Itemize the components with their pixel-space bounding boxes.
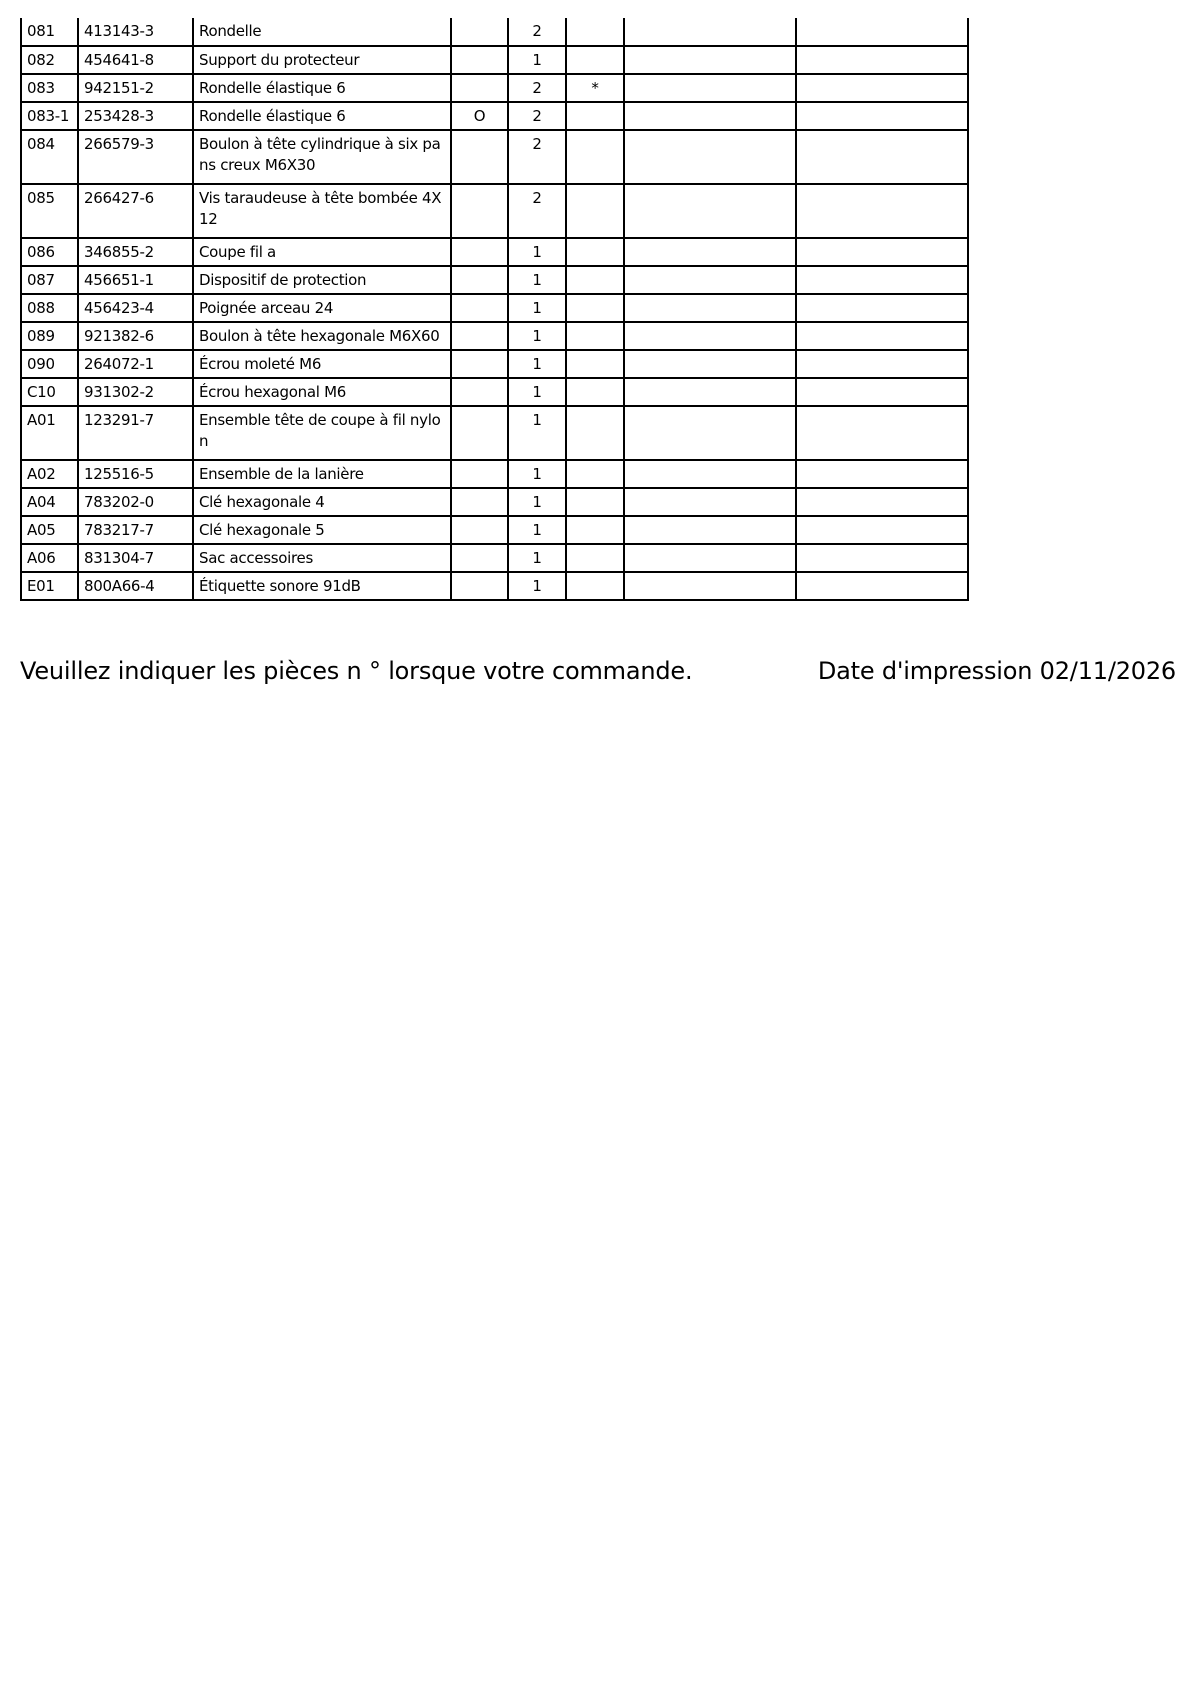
- table-row: [21, 488, 968, 516]
- parts-table-body: [21, 18, 968, 600]
- part-code-cell: 123291-7: [78, 406, 193, 460]
- extra-cell-2: [796, 350, 968, 378]
- description-cell: Support du protecteur: [193, 46, 451, 74]
- part-number-cell: A06: [21, 544, 78, 572]
- extra-cell-1: [624, 238, 796, 266]
- part-number-cell: 085: [21, 184, 78, 238]
- print-date: Date d'impression 02/11/2026: [817, 657, 1176, 685]
- quantity-cell: 2: [508, 18, 566, 46]
- table-row: [21, 460, 968, 488]
- part-code-cell: 931302-2: [78, 378, 193, 406]
- note-cell: [566, 46, 624, 74]
- table-row: [21, 130, 968, 184]
- quantity-cell: 1: [508, 322, 566, 350]
- option-cell: [451, 266, 508, 294]
- table-row: [21, 294, 968, 322]
- description-cell: Rondelle: [193, 18, 451, 46]
- part-number-cell: A04: [21, 488, 78, 516]
- description-cell: Boulon à tête cylindrique à six pans creux M6X30: [193, 130, 451, 184]
- table-row: [21, 266, 968, 294]
- extra-cell-1: [624, 572, 796, 600]
- part-number-cell: 089: [21, 322, 78, 350]
- description-cell: Écrou moleté M6: [193, 350, 451, 378]
- extra-cell-1: [624, 130, 796, 184]
- description-cell: Clé hexagonale 4: [193, 488, 451, 516]
- quantity-cell: 1: [508, 460, 566, 488]
- extra-cell-2: [796, 406, 968, 460]
- part-code-cell: 783217-7: [78, 516, 193, 544]
- part-code-cell: 831304-7: [78, 544, 193, 572]
- quantity-cell: 1: [508, 238, 566, 266]
- extra-cell-1: [624, 322, 796, 350]
- description-cell: Rondelle élastique 6: [193, 74, 451, 102]
- option-cell: [451, 74, 508, 102]
- quantity-cell: 1: [508, 266, 566, 294]
- note-cell: [566, 18, 624, 46]
- table-row: [21, 572, 968, 600]
- part-number-cell: 083: [21, 74, 78, 102]
- part-number-cell: A05: [21, 516, 78, 544]
- description-cell: Coupe fil a: [193, 238, 451, 266]
- extra-cell-1: [624, 378, 796, 406]
- quantity-cell: 2: [508, 102, 566, 130]
- part-code-cell: 266427-6: [78, 184, 193, 238]
- option-cell: [451, 488, 508, 516]
- option-cell: [451, 406, 508, 460]
- part-number-cell: 090: [21, 350, 78, 378]
- extra-cell-2: [796, 46, 968, 74]
- note-cell: [566, 130, 624, 184]
- table-row: [21, 350, 968, 378]
- description-cell: Dispositif de protection: [193, 266, 451, 294]
- table-row: [21, 322, 968, 350]
- description-cell: Écrou hexagonal M6: [193, 378, 451, 406]
- part-code-cell: 456423-4: [78, 294, 193, 322]
- order-instruction: Veuillez indiquer les pièces n ° lorsque votre commande.: [20, 657, 693, 685]
- quantity-cell: 1: [508, 294, 566, 322]
- part-number-cell: 083-1: [21, 102, 78, 130]
- quantity-cell: 2: [508, 74, 566, 102]
- part-number-cell: 084: [21, 130, 78, 184]
- extra-cell-2: [796, 266, 968, 294]
- description-cell: Poignée arceau 24: [193, 294, 451, 322]
- extra-cell-1: [624, 460, 796, 488]
- table-row: [21, 516, 968, 544]
- part-number-cell: 081: [21, 18, 78, 46]
- extra-cell-1: [624, 266, 796, 294]
- extra-cell-1: [624, 46, 796, 74]
- note-cell: [566, 516, 624, 544]
- option-cell: [451, 460, 508, 488]
- quantity-cell: 2: [508, 130, 566, 184]
- extra-cell-2: [796, 18, 968, 46]
- note-cell: [566, 350, 624, 378]
- part-code-cell: 456651-1: [78, 266, 193, 294]
- description-cell: Vis taraudeuse à tête bombée 4X12: [193, 184, 451, 238]
- option-cell: [451, 130, 508, 184]
- table-row: [21, 378, 968, 406]
- extra-cell-2: [796, 184, 968, 238]
- extra-cell-1: [624, 350, 796, 378]
- extra-cell-1: [624, 102, 796, 130]
- extra-cell-2: [796, 378, 968, 406]
- note-cell: [566, 544, 624, 572]
- extra-cell-2: [796, 460, 968, 488]
- extra-cell-2: [796, 130, 968, 184]
- part-code-cell: 346855-2: [78, 238, 193, 266]
- extra-cell-1: [624, 294, 796, 322]
- part-number-cell: E01: [21, 572, 78, 600]
- extra-cell-1: [624, 488, 796, 516]
- quantity-cell: 1: [508, 46, 566, 74]
- part-number-cell: A01: [21, 406, 78, 460]
- quantity-cell: 2: [508, 184, 566, 238]
- option-cell: O: [451, 102, 508, 130]
- description-cell: Rondelle élastique 6: [193, 102, 451, 130]
- note-cell: [566, 460, 624, 488]
- quantity-cell: 1: [508, 544, 566, 572]
- option-cell: [451, 322, 508, 350]
- part-number-cell: 082: [21, 46, 78, 74]
- note-cell: *: [566, 74, 624, 102]
- extra-cell-1: [624, 74, 796, 102]
- extra-cell-2: [796, 294, 968, 322]
- part-code-cell: 253428-3: [78, 102, 193, 130]
- quantity-cell: 1: [508, 350, 566, 378]
- option-cell: [451, 18, 508, 46]
- option-cell: [451, 46, 508, 74]
- description-cell: Clé hexagonale 5: [193, 516, 451, 544]
- extra-cell-1: [624, 406, 796, 460]
- note-cell: [566, 102, 624, 130]
- table-row: [21, 238, 968, 266]
- part-code-cell: 264072-1: [78, 350, 193, 378]
- part-number-cell: 088: [21, 294, 78, 322]
- option-cell: [451, 350, 508, 378]
- part-code-cell: 125516-5: [78, 460, 193, 488]
- note-cell: [566, 184, 624, 238]
- extra-cell-2: [796, 516, 968, 544]
- description-cell: Ensemble de la lanière: [193, 460, 451, 488]
- part-number-cell: 086: [21, 238, 78, 266]
- quantity-cell: 1: [508, 572, 566, 600]
- table-row: [21, 46, 968, 74]
- part-code-cell: 942151-2: [78, 74, 193, 102]
- table-row: [21, 406, 968, 460]
- table-row: [21, 102, 968, 130]
- table-row: [21, 74, 968, 102]
- part-code-cell: 266579-3: [78, 130, 193, 184]
- table-row: [21, 544, 968, 572]
- extra-cell-1: [624, 516, 796, 544]
- part-code-cell: 800A66-4: [78, 572, 193, 600]
- table-row: [21, 184, 968, 238]
- note-cell: [566, 406, 624, 460]
- note-cell: [566, 266, 624, 294]
- part-number-cell: C10: [21, 378, 78, 406]
- option-cell: [451, 238, 508, 266]
- extra-cell-1: [624, 18, 796, 46]
- quantity-cell: 1: [508, 406, 566, 460]
- extra-cell-1: [624, 184, 796, 238]
- note-cell: [566, 294, 624, 322]
- part-code-cell: 454641-8: [78, 46, 193, 74]
- note-cell: [566, 322, 624, 350]
- note-cell: [566, 378, 624, 406]
- extra-cell-2: [796, 238, 968, 266]
- extra-cell-1: [624, 544, 796, 572]
- extra-cell-2: [796, 488, 968, 516]
- part-number-cell: A02: [21, 460, 78, 488]
- parts-table: [20, 18, 969, 601]
- note-cell: [566, 572, 624, 600]
- option-cell: [451, 544, 508, 572]
- extra-cell-2: [796, 572, 968, 600]
- description-cell: Sac accessoires: [193, 544, 451, 572]
- quantity-cell: 1: [508, 488, 566, 516]
- part-code-cell: 413143-3: [78, 18, 193, 46]
- description-cell: Ensemble tête de coupe à fil nylon: [193, 406, 451, 460]
- description-cell: Étiquette sonore 91dB: [193, 572, 451, 600]
- option-cell: [451, 378, 508, 406]
- table-row: [21, 18, 968, 46]
- option-cell: [451, 572, 508, 600]
- part-code-cell: 783202-0: [78, 488, 193, 516]
- option-cell: [451, 294, 508, 322]
- note-cell: [566, 238, 624, 266]
- note-cell: [566, 488, 624, 516]
- extra-cell-2: [796, 102, 968, 130]
- description-cell: Boulon à tête hexagonale M6X60: [193, 322, 451, 350]
- quantity-cell: 1: [508, 378, 566, 406]
- extra-cell-2: [796, 322, 968, 350]
- option-cell: [451, 184, 508, 238]
- part-code-cell: 921382-6: [78, 322, 193, 350]
- part-number-cell: 087: [21, 266, 78, 294]
- quantity-cell: 1: [508, 516, 566, 544]
- extra-cell-2: [796, 74, 968, 102]
- option-cell: [451, 516, 508, 544]
- extra-cell-2: [796, 544, 968, 572]
